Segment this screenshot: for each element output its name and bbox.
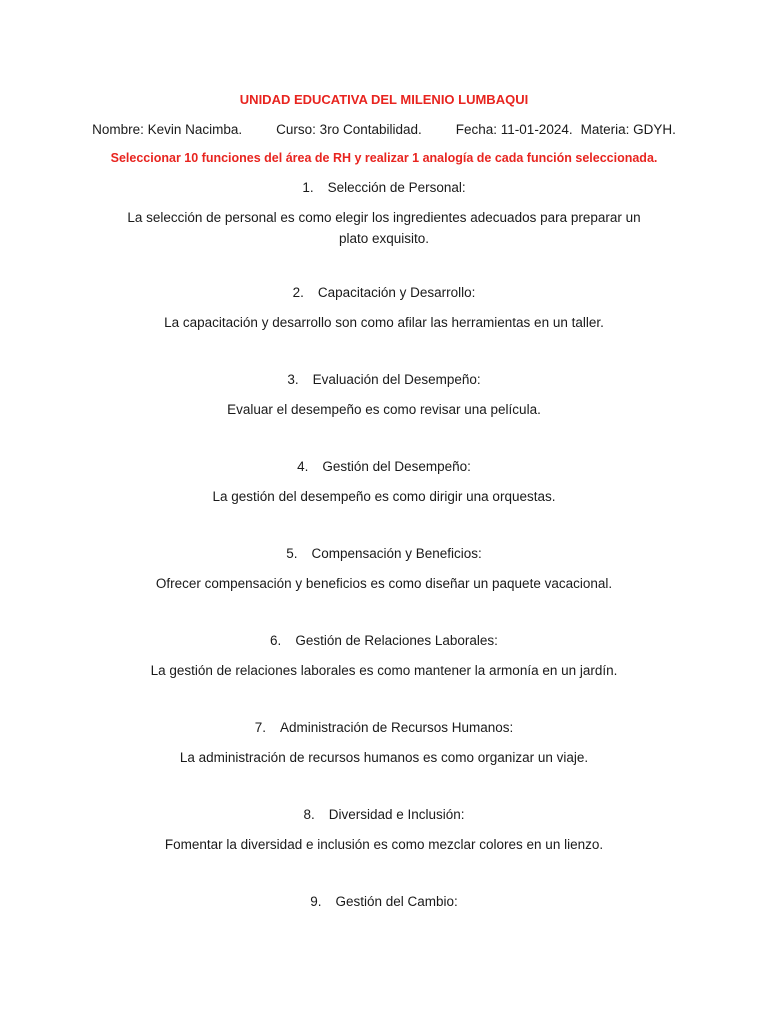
item-text-5: Ofrecer compensación y beneficios es como diseñar un paquete vacacional. xyxy=(155,576,613,591)
item-number: 5. xyxy=(286,546,298,561)
item-title: Administración de Recursos Humanos: xyxy=(279,720,514,735)
item-title: Selección de Personal: xyxy=(327,180,466,195)
item-heading-1 xyxy=(0,180,768,195)
item-text-6: La gestión de relaciones laborales es como mantener la armonía en un jardín. xyxy=(150,663,618,678)
document-title: UNIDAD EDUCATIVA DEL MILENIO LUMBAQUI xyxy=(239,92,529,107)
item-heading-8 xyxy=(0,807,768,822)
item-number: 2. xyxy=(292,285,304,300)
student-info-line xyxy=(0,122,768,137)
item-text-8: Fomentar la diversidad e inclusión es como mezclar colores en un lienzo. xyxy=(164,837,604,852)
item-text-3: Evaluar el desempeño es como revisar una película. xyxy=(227,402,541,417)
item-number: 7. xyxy=(254,720,266,735)
item-number: 3. xyxy=(287,372,299,387)
assignment-instruction: Seleccionar 10 funciones del área de RH y realizar 1 analogía de cada función seleccionada. xyxy=(110,151,658,165)
subject: Materia: GDYH. xyxy=(580,122,676,137)
student-name: Nombre: Kevin Nacimba. xyxy=(92,122,243,137)
item-number: 9. xyxy=(310,894,322,909)
item-heading-4 xyxy=(0,459,768,474)
item-heading-2 xyxy=(0,285,768,300)
item-text-1: La selección de personal es como elegir los ingredientes adecuados para preparar un plato exquisito. xyxy=(127,210,641,246)
item-title: Evaluación del Desempeño: xyxy=(312,372,481,387)
item-title: Capacitación y Desarrollo: xyxy=(317,285,476,300)
item-text-2: La capacitación y desarrollo son como afilar las herramientas en un taller. xyxy=(164,315,604,330)
item-heading-3 xyxy=(0,372,768,387)
item-number: 1. xyxy=(302,180,314,195)
item-title: Gestión del Desempeño: xyxy=(322,459,471,474)
item-text-7: La administración de recursos humanos es como organizar un viaje. xyxy=(179,750,589,765)
item-heading-6 xyxy=(0,633,768,648)
item-number: 6. xyxy=(270,633,282,648)
item-text-4: La gestión del desempeño es como dirigir una orquestas. xyxy=(212,489,556,504)
document-date: Fecha: 11-01-2024. xyxy=(455,122,573,137)
item-heading-5 xyxy=(0,546,768,561)
item-number: 4. xyxy=(297,459,309,474)
student-course: Curso: 3ro Contabilidad. xyxy=(276,122,422,137)
item-title: Gestión del Cambio: xyxy=(335,894,458,909)
item-title: Compensación y Beneficios: xyxy=(311,546,482,561)
item-heading-7 xyxy=(0,720,768,735)
item-title: Gestión de Relaciones Laborales: xyxy=(295,633,498,648)
item-number: 8. xyxy=(303,807,315,822)
item-heading-9 xyxy=(0,894,768,909)
item-title: Diversidad e Inclusión: xyxy=(328,807,465,822)
